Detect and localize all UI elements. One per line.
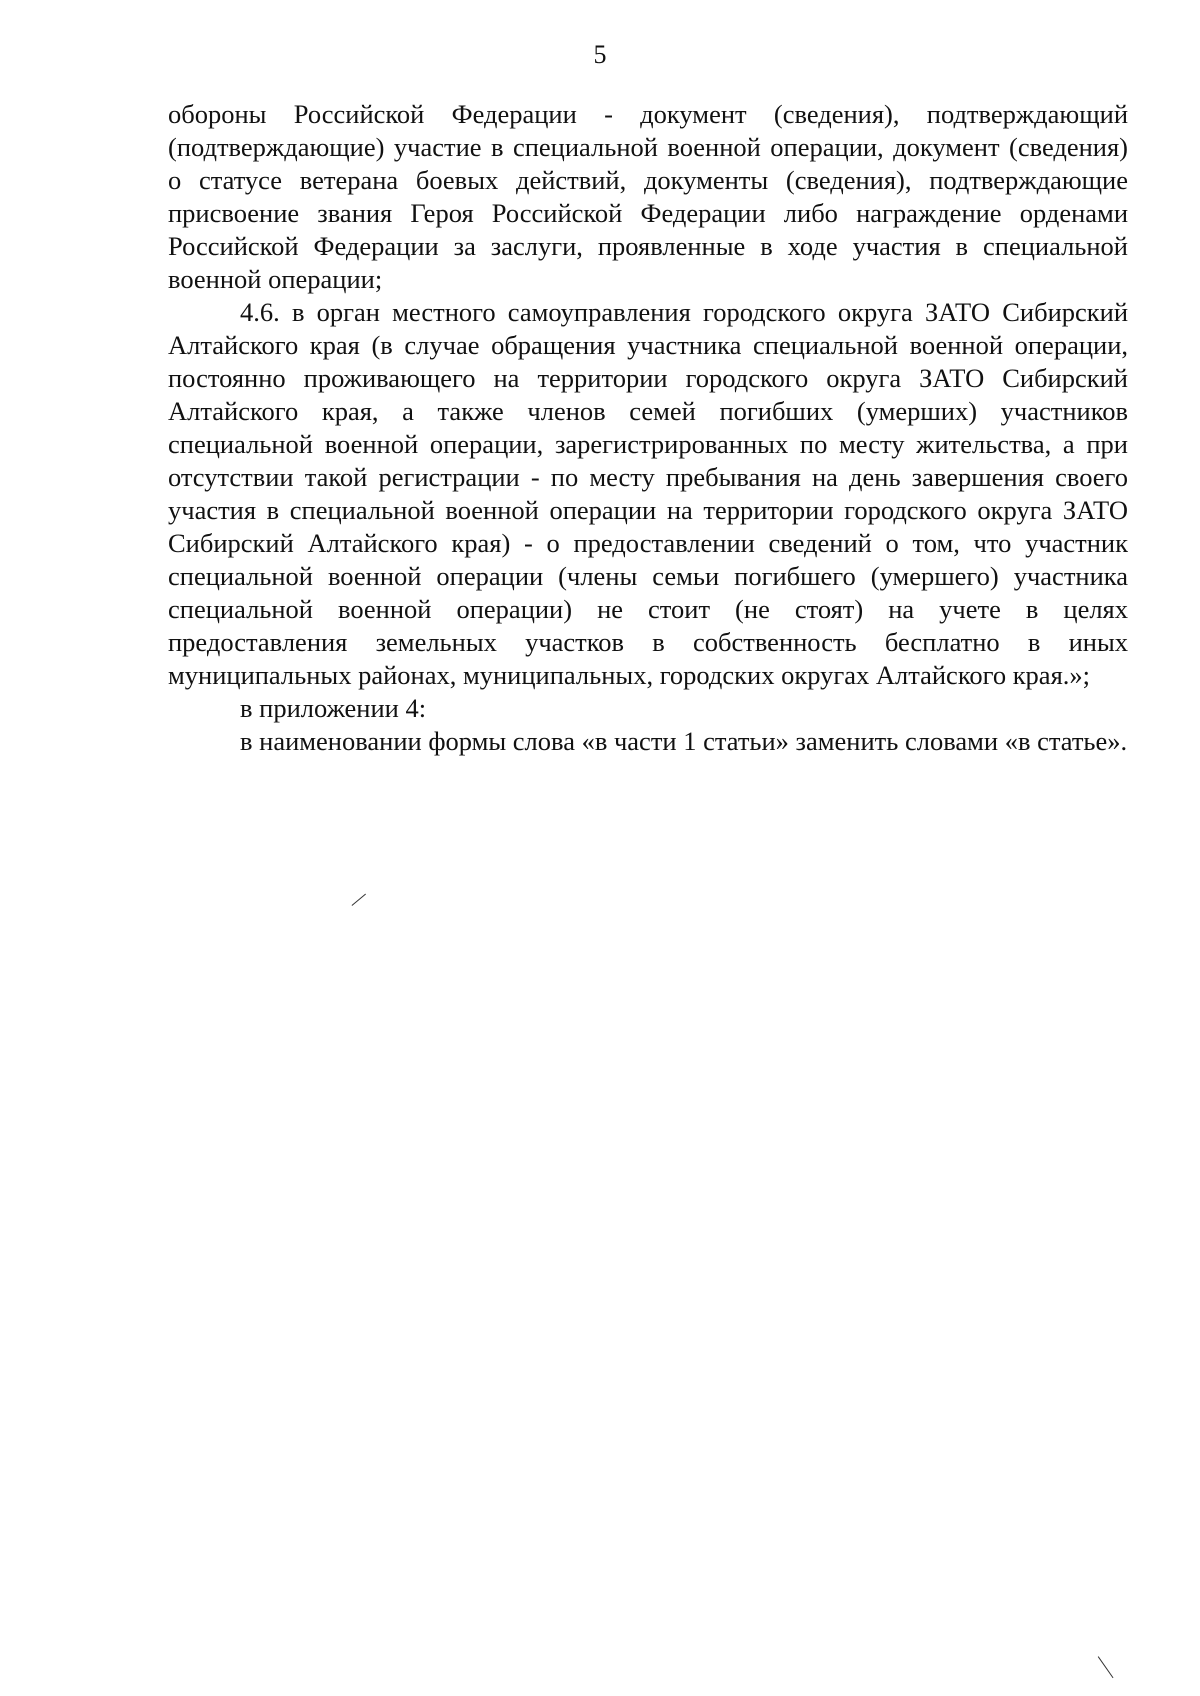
paragraph-item-4-6: 4.6. в орган местного самоуправления городского округа ЗАТО Сибирский Алтайского края (в случае обращения участника специальной военной операции, постоянно проживающего на территории городского округа ЗАТО Сибирский Алтайского края, а также членов семей погибших (умерших) участников специальной военной операции, зарегистрированных по месту жительства, а при отсутствии такой регистрации - по месту пребывания на день завершения своего участия в специальной военной операции на территории городского округа ЗАТО Сибирский Алтайского края) - о предоставлении сведений о том, что участник специальной военной операции (члены семьи погибшего (умершего) участника специальной военной операции) не стоит (не стоят) на учете в целях предоставления земельных участков в собственность бесплатно в иных муниципальных районах, муниципальных, городских округах Алтайского края.»; (168, 297, 1128, 690)
document-body (168, 98, 1128, 758)
page-number: 5 (593, 40, 607, 69)
corner-stroke-mark (1098, 1656, 1099, 1657)
paragraph-appendix-4: в приложении 4: (240, 693, 427, 723)
pen-stroke-mark (352, 905, 353, 906)
paragraph-form-name-change: в наименовании формы слова «в части 1 статьи» заменить словами «в статье». (240, 726, 1128, 756)
paragraph-continuation: обороны Российской Федерации - документ (сведения), подтверждающий (подтверждающие) участие в специальной военной операции, документ (сведения) о статусе ветерана боевых действий, документы (сведения), подтверждающие присвоение звания Героя Российской Федерации либо награждение орденами Российской Федерации за заслуги, проявленные в ходе участия в специальной военной операции; (168, 99, 1128, 294)
